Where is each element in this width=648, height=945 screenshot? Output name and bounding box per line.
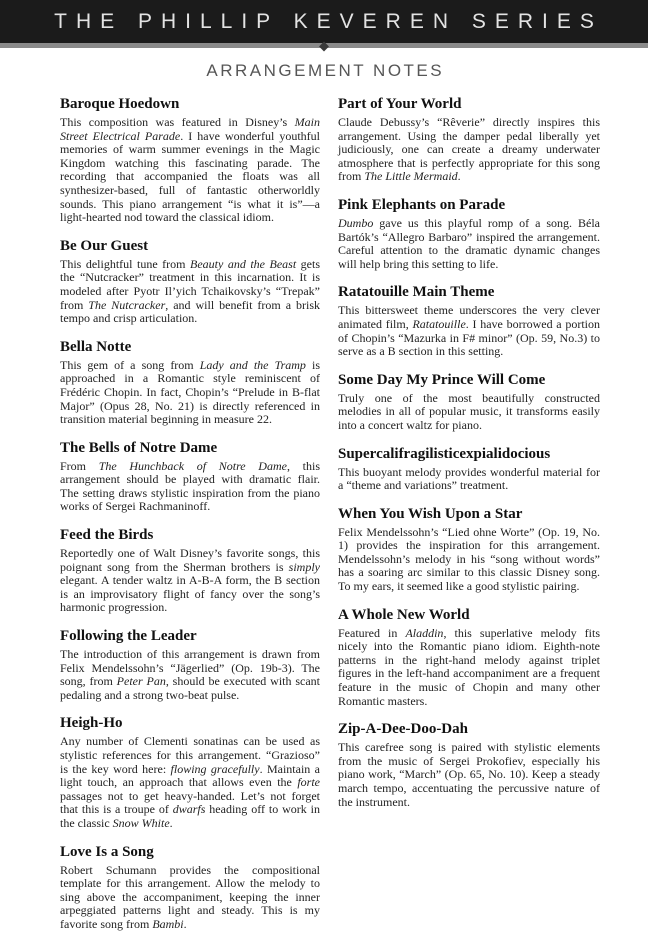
note-section	[60, 628, 320, 702]
note-paragraph: Felix Mendelssohn’s “Lied ohne Worte” (Op. 19, No. 1) provides the inspiration for this arrangement. Mendelssohn’s melody in his “song without words” has a soaring arc similar to this classic Disney song. To my ears, it seemed like a good stylistic pairing.	[338, 524, 600, 594]
note-section	[338, 446, 600, 493]
note-section	[338, 721, 600, 809]
song-title: Love Is a Song	[60, 843, 154, 860]
note-section	[338, 506, 600, 594]
note-section	[60, 440, 320, 514]
note-paragraph: Dumbo gave us this playful romp of a song. Béla Bartók’s “Allegro Barbaro” inspired the arrangement. Careful attention to the dramatic dynamic changes will help bring this setting to life.	[338, 215, 600, 271]
song-title: Bella Notte	[60, 338, 132, 355]
note-paragraph: This buoyant melody provides wonderful material for a “theme and variations” treatment.	[338, 464, 600, 493]
note-section	[338, 96, 600, 184]
note-paragraph: Claude Debussy’s “Rêverie” directly inspires this arrangement. Using the damper pedal liberally yet judiciously, one can create a dreamy underwater atmosphere that is perfectly appropriate for this song from The Little Mermaid.	[338, 115, 600, 184]
note-section	[60, 238, 320, 326]
song-title: Zip-A-Dee-Doo-Dah	[338, 721, 468, 738]
note-section	[338, 284, 600, 358]
notes-columns	[0, 81, 648, 945]
notes-column-left	[60, 96, 320, 945]
song-title: Following the Leader	[60, 628, 197, 645]
song-title: Supercalifragilisticexpialidocious	[338, 445, 551, 462]
song-title: Feed the Birds	[60, 527, 154, 544]
note-section	[60, 96, 320, 225]
note-section	[60, 527, 320, 615]
note-paragraph: This gem of a song from Lady and the Tramp is approached in a Romantic style reminiscent of Frédéric Chopin. In fact, Chopin’s “Prelude in B-flat Major” (Opus 28, No. 21) is directly referenced in transition material beginning in measure 22.	[60, 357, 321, 427]
note-section	[338, 607, 600, 709]
song-title: Heigh-Ho	[60, 715, 123, 732]
note-paragraph: Any number of Clementi sonatinas can be used as stylistic references for this arrangement. “Grazioso” is the key word here: flowing gracefully. Maintain a light touch, an approach that allows even the forte passages not to get heavy-handed. Let’s not forget that this is a troupe of dwarfs heading off to work in the classic Snow White.	[60, 734, 321, 830]
note-paragraph: From The Hunchback of Notre Dame, this arrangement should be played with dramatic flair. The setting draws stylistic inspiration from the piano works of Sergei Rachmaninoff.	[60, 458, 320, 514]
note-paragraph: This carefree song is paired with stylistic elements from the music of Sergei Prokofiev, especially his piano work, “March” (Op. 65, No. 10). Keep a steady march tempo, accentuating the percussive nature of the instrument.	[338, 740, 600, 809]
notes-column-right	[338, 96, 600, 945]
song-title: A Whole New World	[338, 606, 470, 623]
series-header-bar	[0, 0, 648, 48]
diamond-ornament-icon	[319, 42, 329, 52]
song-title: Baroque Hoedown	[60, 96, 180, 112]
note-section	[60, 844, 320, 932]
song-title: When You Wish Upon a Star	[338, 505, 523, 522]
note-paragraph: This bittersweet theme underscores the very clever animated film, Ratatouille. I have borrowed a portion of Chopin’s “Mazurka in F# minor” (Op. 59, No.3) to serve as a B section in this setting.	[338, 303, 601, 359]
song-title: Ratatouille Main Theme	[338, 284, 495, 301]
note-paragraph: Robert Schumann provides the compositional template for this arrangement. Allow the melody to sing above the accompaniment, keeping the inner arpeggiated patterns light and steady. This is my favorite song from Bambi.	[60, 862, 320, 931]
note-section	[338, 372, 600, 433]
song-title: The Bells of Notre Dame	[60, 439, 218, 456]
note-section	[60, 715, 320, 830]
note-section	[60, 339, 320, 427]
song-title: Pink Elephants on Parade	[338, 196, 506, 213]
note-paragraph: Featured in Aladdin, this superlative melody fits nicely into the Romantic piano idiom. Eighth-note patterns in the right-hand melody against triplet figures in the left-hand accompaniment are a frequent feature in the music of Chopin and many other Romantic masters.	[338, 625, 600, 708]
note-paragraph: This composition was featured in Disney’s Main Street Electrical Parade. I have wonderful youthful memories of warm summer evenings in the Magic Kingdom watching this fascinating parade. The recording that accompanied the floats was all synthesizer-based, full of fantastic otherworldly sounds. This piano arrangement “is what it is”—a light-hearted nod toward the classical idiom.	[60, 115, 320, 225]
song-title: Be Our Guest	[60, 237, 149, 254]
note-paragraph: Truly one of the most beautifully constructed melodies in all of popular music, it transforms easily into a concert waltz for piano.	[338, 390, 600, 432]
series-title: THE PHILLIP KEVEREN SERIES	[54, 9, 603, 33]
note-paragraph: This delightful tune from Beauty and the Beast gets the “Nutcracker” treatment in this incarnation. It is modeled after Pyotr Il’yich Tchaikovsky’s “Trepak” from The Nutcracker, and will benefit from a brisk tempo and crisp articulation.	[60, 256, 321, 326]
song-title: Part of Your World	[338, 96, 462, 112]
note-paragraph: Reportedly one of Walt Disney’s favorite songs, this poignant song from the Sherman brothers is simply elegant. A tender waltz in A-B-A form, the B section is an improvisatory flight of fancy over the song’s harmonic progression.	[60, 546, 320, 615]
song-title: Some Day My Prince Will Come	[338, 371, 546, 388]
page-title: ARRANGEMENT NOTES	[206, 61, 445, 80]
note-section	[338, 197, 600, 271]
note-paragraph: The introduction of this arrangement is drawn from Felix Mendelssohn’s “Jägerlied” (Op. 19b-3). The song, from Peter Pan, should be executed with scant pedaling and a strong two-beat pulse.	[60, 647, 320, 702]
